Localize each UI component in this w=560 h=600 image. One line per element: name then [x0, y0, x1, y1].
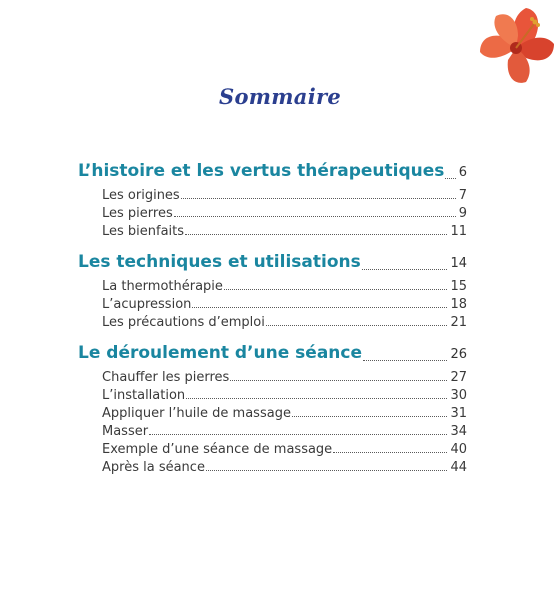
- dot-leader: [224, 288, 448, 290]
- toc-entry[interactable]: [78, 405, 467, 423]
- entry-label: L’installation: [102, 388, 186, 403]
- dot-leader: [206, 469, 448, 471]
- dot-leader: [186, 397, 447, 399]
- section-page-number: 26: [450, 347, 467, 362]
- toc-entry[interactable]: [78, 441, 467, 459]
- toc-section-heading[interactable]: [78, 247, 467, 278]
- toc-entry[interactable]: [78, 205, 467, 223]
- dot-leader: [181, 197, 456, 199]
- entry-page-number: 30: [450, 388, 467, 403]
- entry-label: Les pierres: [102, 206, 173, 221]
- toc-entry[interactable]: [78, 278, 467, 296]
- entry-label: La thermothérapie: [102, 279, 223, 294]
- entry-label: Les précautions d’emploi: [102, 315, 265, 330]
- dot-leader: [192, 306, 447, 308]
- toc-section-heading[interactable]: [78, 156, 467, 187]
- toc-section: [78, 338, 467, 477]
- hibiscus-flower-icon: [470, 4, 558, 86]
- entry-page-number: 11: [450, 224, 467, 239]
- section-title: Le déroulement d’une séance: [78, 343, 363, 363]
- section-title: L’histoire et les vertus thérapeutiques: [78, 161, 445, 181]
- entry-page-number: 9: [458, 206, 467, 221]
- toc-entry[interactable]: [78, 296, 467, 314]
- dot-leader: [266, 324, 448, 326]
- entry-label: Après la séance: [102, 460, 205, 475]
- dot-leader: [149, 433, 447, 435]
- toc-entry[interactable]: [78, 459, 467, 477]
- page-title: Sommaire: [218, 84, 342, 109]
- entry-label: Masser: [102, 424, 149, 439]
- entry-label: Exemple d’une séance de massage: [102, 442, 333, 457]
- toc-section: [78, 156, 467, 241]
- dot-leader: [362, 268, 448, 270]
- dot-leader: [174, 215, 456, 217]
- entry-label: Les bienfaits: [102, 224, 185, 239]
- entry-page-number: 40: [450, 442, 467, 457]
- entry-label: L’acupression: [102, 297, 192, 312]
- entry-page-number: 15: [450, 279, 467, 294]
- section-title: Les techniques et utilisations: [78, 252, 361, 272]
- table-of-contents: [78, 156, 467, 477]
- entry-page-number: 21: [450, 315, 467, 330]
- entry-label: Chauffer les pierres: [102, 370, 230, 385]
- entry-page-number: 31: [450, 406, 467, 421]
- toc-entry[interactable]: [78, 387, 467, 405]
- entry-page-number: 7: [458, 188, 467, 203]
- dot-leader: [363, 359, 447, 361]
- dot-leader: [292, 415, 448, 417]
- toc-entry[interactable]: [78, 223, 467, 241]
- dot-leader: [333, 451, 447, 453]
- entry-page-number: 27: [450, 370, 467, 385]
- toc-section: [78, 247, 467, 332]
- section-page-number: 14: [450, 256, 467, 271]
- toc-entry[interactable]: [78, 369, 467, 387]
- dot-leader: [185, 233, 447, 235]
- dot-leader: [230, 379, 447, 381]
- entry-page-number: 34: [450, 424, 467, 439]
- entry-label: Les origines: [102, 188, 180, 203]
- dot-leader: [445, 177, 455, 179]
- toc-section-heading[interactable]: [78, 338, 467, 369]
- toc-entry[interactable]: [78, 423, 467, 441]
- entry-label: Appliquer l’huile de massage: [102, 406, 291, 421]
- toc-entry[interactable]: [78, 314, 467, 332]
- toc-entry[interactable]: [78, 187, 467, 205]
- entry-page-number: 18: [450, 297, 467, 312]
- entry-page-number: 44: [450, 460, 467, 475]
- section-page-number: 6: [458, 165, 467, 180]
